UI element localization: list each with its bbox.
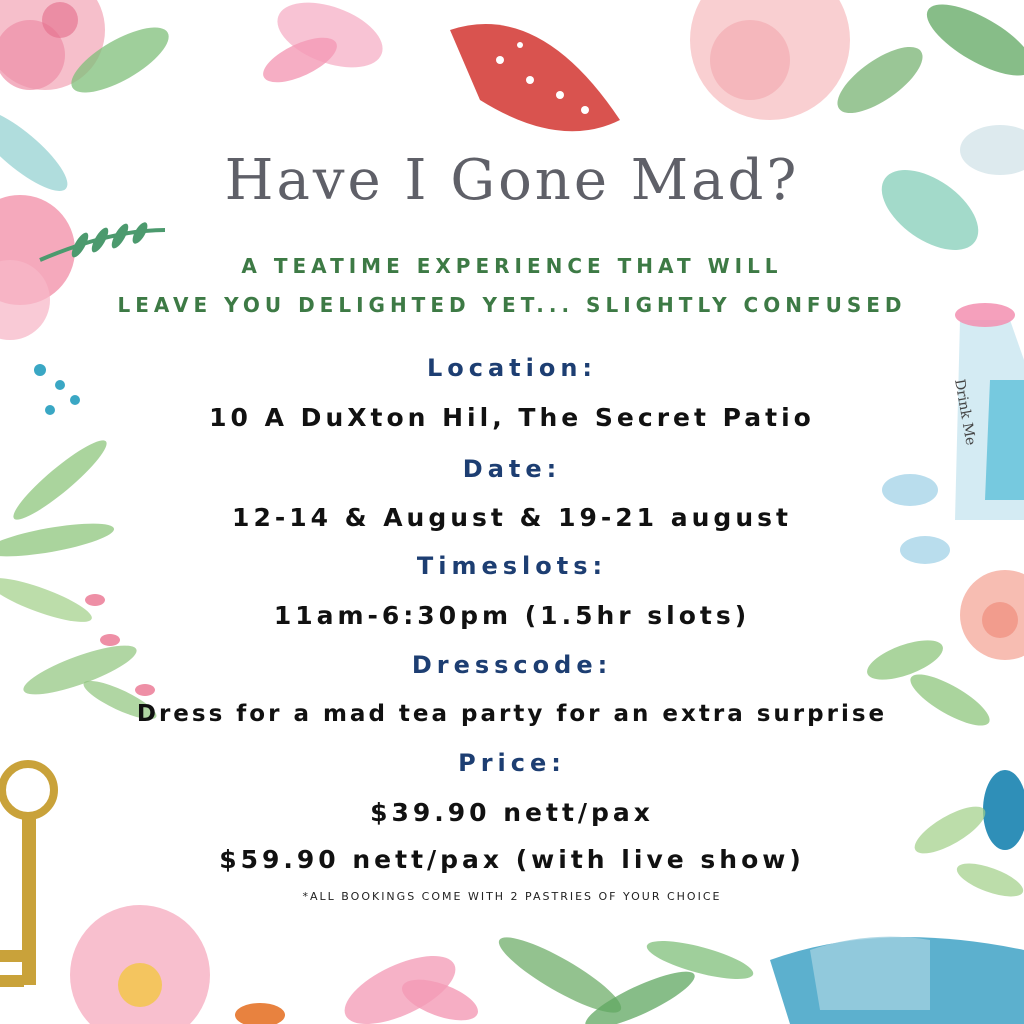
location-value: 10 A DuXton Hil, The Secret Patio (209, 403, 815, 432)
date-heading: Date: (462, 455, 562, 483)
watercolor-flower-icon (70, 905, 285, 1024)
lily-flower-icon (257, 0, 391, 91)
mushroom-icon (450, 24, 620, 131)
timeslots-value: 11am-6:30pm (1.5hr slots) (273, 601, 751, 630)
price-value-live-show: $59.90 nett/pax (with live show) (219, 845, 805, 874)
date-value: 12-14 & August & 19-21 august (232, 503, 792, 532)
dresscode-value: Dress for a mad tea party for an extra surprise (136, 701, 888, 727)
bottle-label: Drink Me (951, 377, 979, 447)
watercolor-flower-icon (690, 0, 1024, 125)
lily-flower-icon (335, 942, 483, 1024)
subtitle-line-2: LEAVE YOU DELIGHTED YET... SLIGHTLY CONFUSED (117, 293, 907, 317)
dresscode-heading: Dresscode: (411, 651, 613, 679)
price-value-standard: $39.90 nett/pax (370, 798, 654, 827)
leaf-icon (491, 926, 756, 1024)
subtitle-line-1: A TEATIME EXPERIENCE THAT WILL (241, 254, 783, 278)
page-title: Have I Gone Mad? (224, 148, 800, 213)
footnote: *ALL BOOKINGS COME WITH 2 PASTRIES OF YOUR CHOICE (302, 890, 722, 903)
timeslots-heading: Timeslots: (416, 552, 608, 580)
price-heading: Price: (458, 749, 566, 777)
location-heading: Location: (426, 354, 598, 382)
